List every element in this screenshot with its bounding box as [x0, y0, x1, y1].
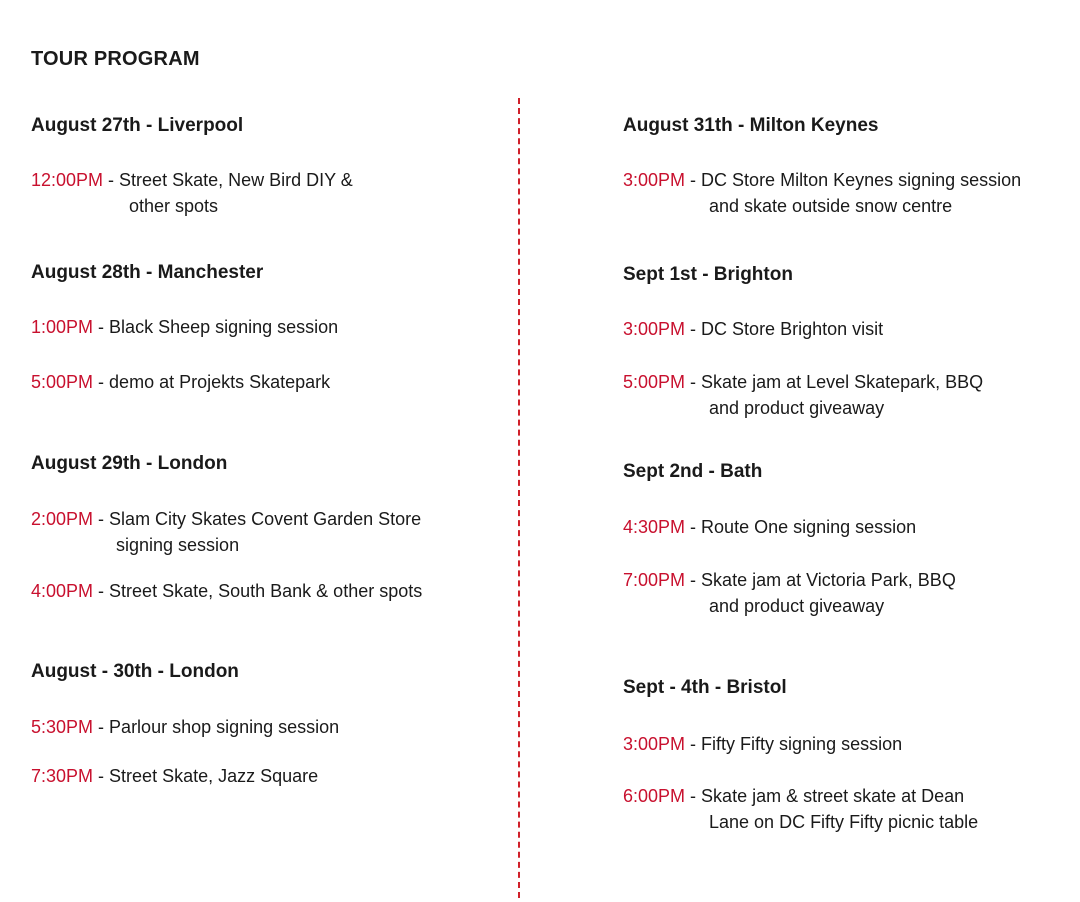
event-desc-cont: other spots: [129, 196, 219, 216]
event-time: 3:00PM: [623, 734, 686, 754]
event-time: 12:00PM: [31, 170, 104, 190]
event-sept2-2: 7:00PM - Skate jam at Victoria Park, BBQ and product giveaway: [623, 567, 956, 619]
event-sept1-2: 5:00PM - Skate jam at Level Skatepark, BBQ and product giveaway: [623, 369, 983, 421]
event-aug31-1: 3:00PM - DC Store Milton Keynes signing session and skate outside snow centre: [623, 167, 1021, 219]
event-aug30-2: 7:30PM - Street Skate, Jazz Square: [31, 766, 319, 786]
event-desc: DC Store Milton Keynes signing session: [701, 170, 1022, 190]
event-time: 5:30PM: [31, 717, 94, 737]
event-sept4-2: 6:00PM - Skate jam & street skate at Dean Lane on DC Fifty Fifty picnic table: [623, 783, 978, 835]
event-sept1-1: 3:00PM - DC Store Brighton visit: [623, 319, 884, 339]
event-desc-cont: Lane on DC Fifty Fifty picnic table: [709, 812, 979, 832]
event-time: 1:00PM: [31, 317, 94, 337]
day-title-aug-31: August 31th - Milton Keynes: [623, 115, 879, 136]
day-title-sept-4: Sept - 4th - Bristol: [623, 677, 787, 698]
event-desc: Street Skate, New Bird DIY &: [119, 170, 353, 190]
day-title-aug-30: August - 30th - London: [31, 661, 239, 682]
event-time: 7:30PM: [31, 766, 94, 786]
event-desc-cont: and product giveaway: [709, 596, 885, 616]
event-aug28-1: 1:00PM - Black Sheep signing session: [31, 317, 339, 337]
column-divider: [518, 98, 520, 898]
event-time: 3:00PM: [623, 170, 686, 190]
event-desc: Fifty Fifty signing session: [701, 734, 903, 754]
day-title-aug-27: August 27th - Liverpool: [31, 115, 244, 136]
event-desc-cont: and skate outside snow centre: [709, 196, 953, 216]
event-time: 5:00PM: [31, 372, 94, 392]
event-time: 3:00PM: [623, 319, 686, 339]
event-time: 2:00PM: [31, 509, 94, 529]
event-desc: Route One signing session: [701, 517, 917, 537]
event-desc: demo at Projekts Skatepark: [109, 372, 331, 392]
event-aug29-2: 4:00PM - Street Skate, South Bank & other spots: [31, 581, 423, 601]
event-desc: Street Skate, Jazz Square: [109, 766, 319, 786]
event-time: 4:00PM: [31, 581, 94, 601]
event-desc: Skate jam & street skate at Dean: [701, 786, 965, 806]
event-aug27-1: 12:00PM - Street Skate, New Bird DIY & other spots: [31, 167, 353, 219]
event-desc-cont: signing session: [116, 535, 240, 555]
event-desc: Skate jam at Victoria Park, BBQ: [701, 570, 956, 590]
event-aug29-1: 2:00PM - Slam City Skates Covent Garden Store signing session: [31, 506, 421, 558]
event-desc-cont: and product giveaway: [709, 398, 885, 418]
event-sept4-1: 3:00PM - Fifty Fifty signing session: [623, 734, 903, 754]
event-time: 4:30PM: [623, 517, 686, 537]
event-time: 7:00PM: [623, 570, 686, 590]
page-title: TOUR PROGRAM: [31, 48, 200, 70]
event-desc: Skate jam at Level Skatepark, BBQ: [701, 372, 984, 392]
event-aug28-2: 5:00PM - demo at Projekts Skatepark: [31, 372, 331, 392]
day-title-sept-2: Sept 2nd - Bath: [623, 461, 763, 482]
event-desc: Parlour shop signing session: [109, 717, 340, 737]
event-time: 6:00PM: [623, 786, 686, 806]
event-time: 5:00PM: [623, 372, 686, 392]
event-desc: DC Store Brighton visit: [701, 319, 884, 339]
event-aug30-1: 5:30PM - Parlour shop signing session: [31, 717, 340, 737]
day-title-aug-29: August 29th - London: [31, 453, 228, 474]
event-desc: Street Skate, South Bank & other spots: [109, 581, 423, 601]
event-desc: Black Sheep signing session: [109, 317, 339, 337]
day-title-aug-28: August 28th - Manchester: [31, 262, 264, 283]
event-desc: Slam City Skates Covent Garden Store: [109, 509, 422, 529]
day-title-sept-1: Sept 1st - Brighton: [623, 264, 793, 285]
event-sept2-1: 4:30PM - Route One signing session: [623, 517, 917, 537]
